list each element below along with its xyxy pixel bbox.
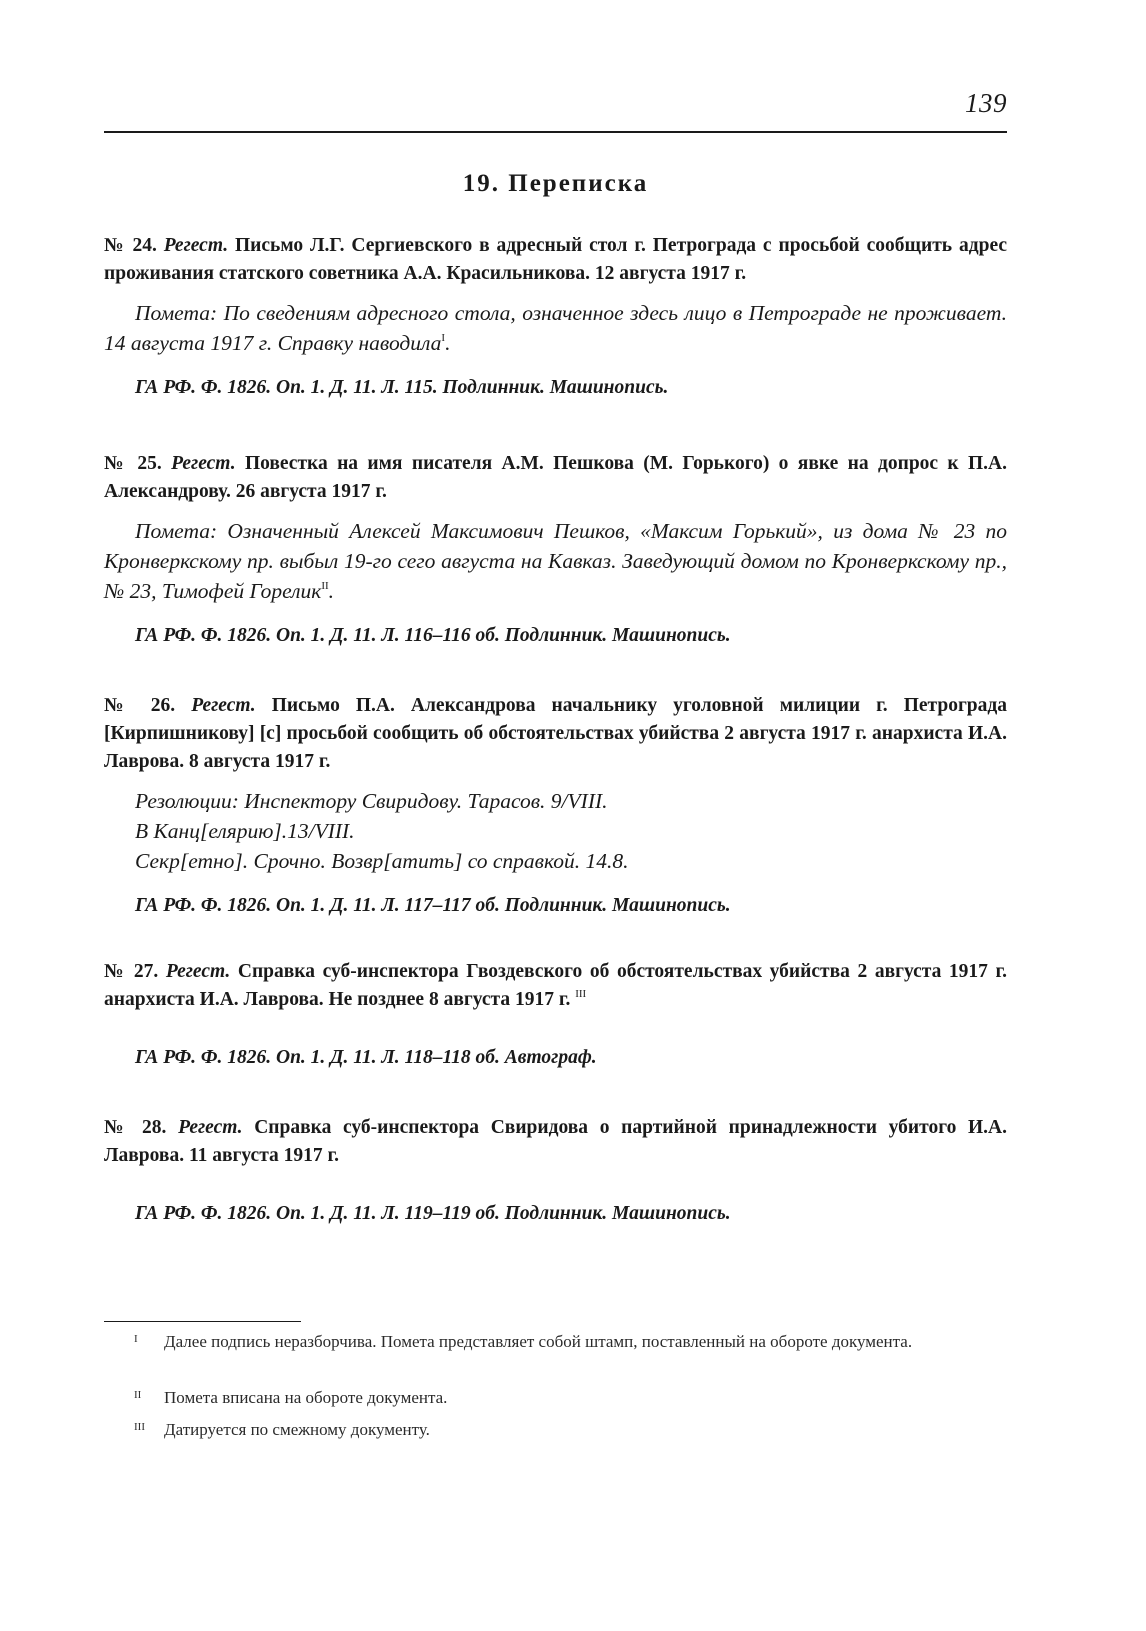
footnote-3: III Датируется по смежному документу. xyxy=(134,1420,430,1439)
entry-heading xyxy=(104,1114,1007,1170)
entry-27 xyxy=(104,958,1007,1072)
regest-label: Регест. xyxy=(171,453,236,474)
entry-title: Справка суб-инспектора Гвоздевского об обстоятельствах убийства 2 августа 1917 г. анархиста И.А. Лаврова. Не позднее 8 августа 1917 г. xyxy=(104,961,1008,1010)
entry-heading xyxy=(104,232,1007,288)
entry-number: № 28. xyxy=(104,1117,167,1138)
entry-heading xyxy=(104,958,1007,1014)
entry-heading xyxy=(104,692,1007,776)
archive-reference: ГА РФ. Ф. 1826. Оп. 1. Д. 11. Л. 116–116 об. Подлинник. Машинопись. xyxy=(135,625,731,646)
entry-number: № 25. xyxy=(104,453,162,474)
page-number: 139 xyxy=(965,88,1007,118)
note-text: Помета: Означенный Алексей Максимович Пешков, «Максим Горький», из дома № 23 по Кронверкскому пр. выбыл 19-го сего августа на Кавказ. Заведующий домом по Кронверкскому пр., № 23, Тимофей Горелик xyxy=(104,519,1007,603)
footnote-text: Датируется по смежному документу. xyxy=(164,1420,430,1439)
entry-number: № 24. xyxy=(104,235,157,256)
footnote-ref[interactable]: I xyxy=(441,332,446,344)
footnote-text: Далее подпись неразборчива. Помета представляет собой штамп, поставленный на обороте документа. xyxy=(164,1332,913,1351)
entry-heading xyxy=(104,450,1007,506)
footnote-rule xyxy=(104,1321,301,1322)
entry-24 xyxy=(104,232,1007,402)
regest-label: Регест. xyxy=(191,695,256,716)
entry-title: Письмо П.А. Александрова начальнику уголовной милиции г. Петрограда [Кирпишникову] [с] просьбой сообщить об обстоятельствах убийства 2 августа 1917 г. анархиста И.А. Лаврова. 8 августа 1917 г. xyxy=(104,695,1008,772)
regest-label: Регест. xyxy=(163,235,229,256)
header-rule xyxy=(104,131,1007,133)
archive-reference: ГА РФ. Ф. 1826. Оп. 1. Д. 11. Л. 119–119 об. Подлинник. Машинопись. xyxy=(135,1203,731,1224)
entry-note: Помета: Означенный Алексей Максимович Пешков, «Максим Горький», из дома № 23 по Кронверкскому пр. выбыл 19-го сего августа на Кавказ. Заведующий домом по Кронверкскому пр., № 23, Тимофей Горелик$^{II}$. xyxy=(104,519,1007,603)
entry-number: № 26. xyxy=(104,695,176,716)
entry-title: Письмо Л.Г. Сергиевского в адресный стол г. Петрограда с просьбой сообщить адрес проживания статского советника А.А. Красильникова. 12 августа 1917 г. xyxy=(104,235,1007,284)
entry-title: Справка суб-инспектора Свиридова о партийной принадлежности убитого И.А. Лаврова. 11 августа 1917 г. xyxy=(104,1117,1007,1166)
footnote-ref[interactable]: II xyxy=(321,580,329,592)
section-title: 19. Переписка xyxy=(462,170,649,197)
resolution-line: Резолюции: Инспектору Свиридову. Тарасов. 9/VIII. xyxy=(135,789,608,813)
entry-28 xyxy=(104,1114,1007,1228)
entry-title: Повестка на имя писателя А.М. Пешкова (М. Горького) о явке на допрос к П.А. Александрову. 26 августа 1917 г. xyxy=(104,453,1008,502)
archive-reference: ГА РФ. Ф. 1826. Оп. 1. Д. 11. Л. 117–117 об. Подлинник. Машинопись. xyxy=(135,895,731,916)
entry-25 xyxy=(104,450,1007,650)
footnote-1: I Далее подпись неразборчива. Помета представляет собой штамп, поставленный на обороте документа. xyxy=(134,1332,913,1351)
entry-note: Помета: По сведениям адресного стола, означенное здесь лицо в Петрограде не проживает. 14 августа 1917 г. Справку наводила$^I$. xyxy=(104,301,1007,355)
archive-reference: ГА РФ. Ф. 1826. Оп. 1. Д. 11. Л. 115. Подлинник. Машинопись. xyxy=(135,377,669,398)
footnote-text: Помета вписана на обороте документа. xyxy=(164,1388,448,1407)
regest-label: Регест. xyxy=(165,961,231,982)
note-text: Помета: По сведениям адресного стола, означенное здесь лицо в Петрограде не проживает. 14 августа 1917 г. Справку наводила xyxy=(104,301,1007,355)
entry-26 xyxy=(104,692,1007,920)
entry-number: № 27. xyxy=(104,961,159,982)
resolution-line: В Канц[елярию].13/VIII. xyxy=(135,819,355,843)
footnote-2: II Помета вписана на обороте документа. xyxy=(134,1388,448,1407)
resolutions xyxy=(135,786,1007,876)
footnote-ref[interactable]: III xyxy=(575,988,587,1000)
resolution-line: Секр[етно]. Срочно. Возвр[атить] со справкой. 14.8. xyxy=(135,849,629,873)
archive-reference: ГА РФ. Ф. 1826. Оп. 1. Д. 11. Л. 118–118 об. Автограф. xyxy=(135,1047,597,1068)
regest-label: Регест. xyxy=(178,1117,243,1138)
